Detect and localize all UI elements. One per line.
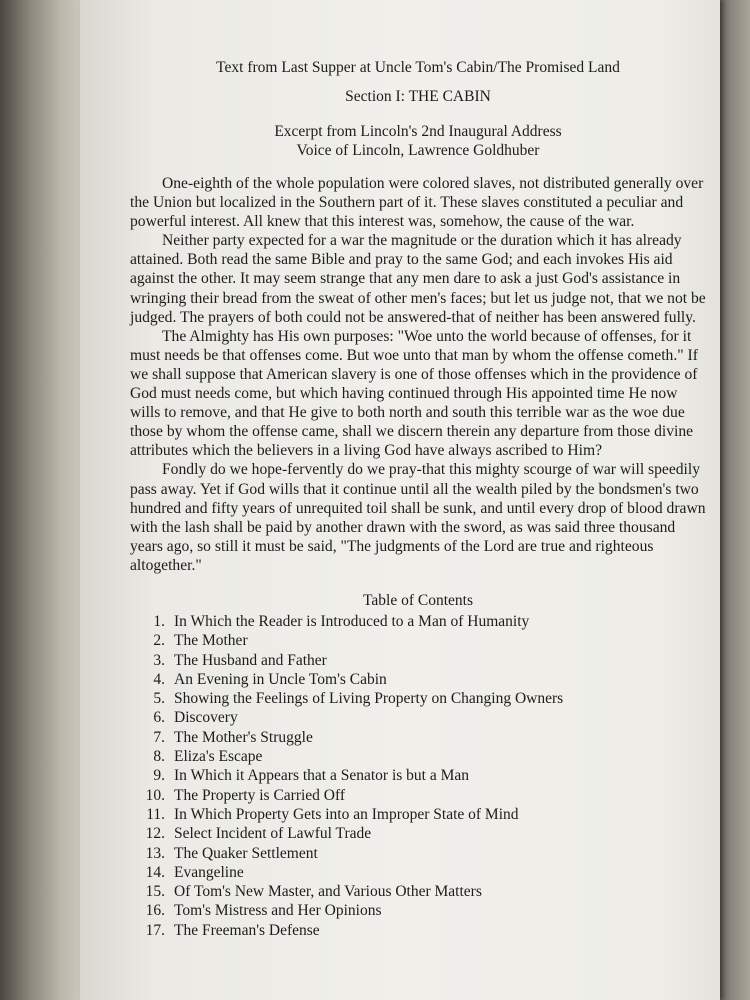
toc-item — [130, 689, 706, 708]
toc-text: The Property is Carried Off — [174, 786, 346, 804]
toc-text: An Evening in Uncle Tom's Cabin — [174, 670, 387, 688]
toc-text: Discovery — [174, 709, 238, 727]
toc-item — [130, 863, 706, 882]
toc-item — [130, 844, 706, 863]
toc-item — [130, 612, 706, 631]
toc-text: Eliza's Escape — [174, 748, 263, 766]
toc-number: 5. — [153, 690, 165, 708]
toc-text: Showing the Feelings of Living Property on Changing Owners — [174, 690, 564, 708]
toc-number: 3. — [153, 651, 165, 669]
toc-text: The Husband and Father — [174, 651, 327, 669]
toc-text: In Which the Reader is Introduced to a Man of Humanity — [174, 612, 530, 630]
toc-number: 2. — [153, 632, 165, 650]
toc-number: 1. — [153, 612, 165, 630]
toc-text: Select Incident of Lawful Trade — [174, 825, 372, 843]
toc-title: Table of Contents — [363, 591, 473, 609]
toc-text: Tom's Mistress and Her Opinions — [174, 902, 382, 920]
section-heading: Section I: THE CABIN — [345, 88, 491, 105]
toc-text: Of Tom's New Master, and Various Other Matters — [174, 883, 482, 901]
toc-text: The Freeman's Defense — [174, 921, 320, 939]
toc-number: 7. — [153, 728, 165, 746]
excerpt-block — [130, 122, 706, 160]
toc-text: The Mother's Struggle — [174, 728, 313, 746]
page-content — [130, 58, 706, 940]
toc-number: 15. — [145, 883, 165, 901]
voice-credit: Voice of Lincoln, Lawrence Goldhuber — [296, 142, 540, 159]
toc-item — [130, 651, 706, 670]
excerpt-title: Excerpt from Lincoln's 2nd Inaugural Address — [274, 123, 562, 140]
toc-item — [130, 708, 706, 727]
toc-item — [130, 728, 706, 747]
document-page — [80, 0, 720, 1000]
paragraph: The Almighty has His own purposes: "Woe unto the world because of offenses, for it must needs be that offenses come. But woe unto that man by whom the offense cometh." If we shall suppose that American slavery is one of those offenses which in the providence of God must needs come, but which having continued through His appointed time He now wills to remove, and that He give to both north and south this terrible war as the woe due those by whom the offense came, shall we discern therein any departure from those divine attributes which the believers in a living God have always ascribed to Him? — [130, 327, 698, 460]
toc-item — [130, 766, 706, 785]
paragraph: Neither party expected for a war the magnitude or the duration which it has already attained. Both read the same Bible and pray to the same God; and each invokes His aid against the other. It may seem strange that any men dare to ask a just God's assistance in wringing their bread from the sweat of other men's faces; but let us judge not, that we not be judged. The prayers of both could not be answered-that of neither has been answered fully. — [130, 232, 706, 326]
toc-item — [130, 670, 706, 689]
paragraph: One-eighth of the whole population were colored slaves, not distributed generally over the Union but localized in the Southern part of it. These slaves constituted a peculiar and powerful interest. All knew that this interest was, somehow, the cause of the war. — [130, 175, 704, 231]
toc-number: 8. — [153, 748, 165, 766]
toc-text: In Which Property Gets into an Improper State of Mind — [174, 805, 519, 823]
toc-item — [130, 824, 706, 843]
paragraph: Fondly do we hope-fervently do we pray-that this mighty scourge of war will speedily pass away. Yet if God wills that it continue until all the wealth piled by the bondsmen's two hundred and fifty years of unrequited toil shall be sunk, and until every drop of blood drawn with the lash shall be paid by another drawn with the sword, as was said three thousand years ago, so still it must be said, "The judgments of the Lord are true and righteous altogether." — [130, 461, 706, 574]
background-left — [0, 0, 85, 1000]
toc-number: 17. — [145, 921, 165, 939]
toc-text: The Quaker Settlement — [174, 844, 318, 862]
toc-number: 4. — [153, 670, 165, 688]
toc-number: 16. — [145, 902, 165, 920]
toc-number: 12. — [145, 825, 165, 843]
toc-item — [130, 786, 706, 805]
toc-text: The Mother — [174, 632, 248, 650]
toc-number: 13. — [145, 844, 165, 862]
toc-item — [130, 882, 706, 901]
table-of-contents — [130, 612, 706, 940]
toc-text: Evangeline — [174, 863, 244, 881]
toc-item — [130, 805, 706, 824]
toc-item — [130, 921, 706, 940]
toc-number: 11. — [146, 805, 165, 823]
toc-text: In Which it Appears that a Senator is but a Man — [174, 767, 470, 785]
toc-number: 9. — [153, 767, 165, 785]
document-title: Text from Last Supper at Uncle Tom's Cabin/The Promised Land — [216, 59, 620, 76]
toc-number: 14. — [145, 863, 165, 881]
toc-number: 6. — [153, 709, 165, 727]
toc-item — [130, 747, 706, 766]
background-right — [718, 0, 750, 1000]
toc-item — [130, 631, 706, 650]
toc-item — [130, 901, 706, 920]
toc-number: 10. — [145, 786, 165, 804]
